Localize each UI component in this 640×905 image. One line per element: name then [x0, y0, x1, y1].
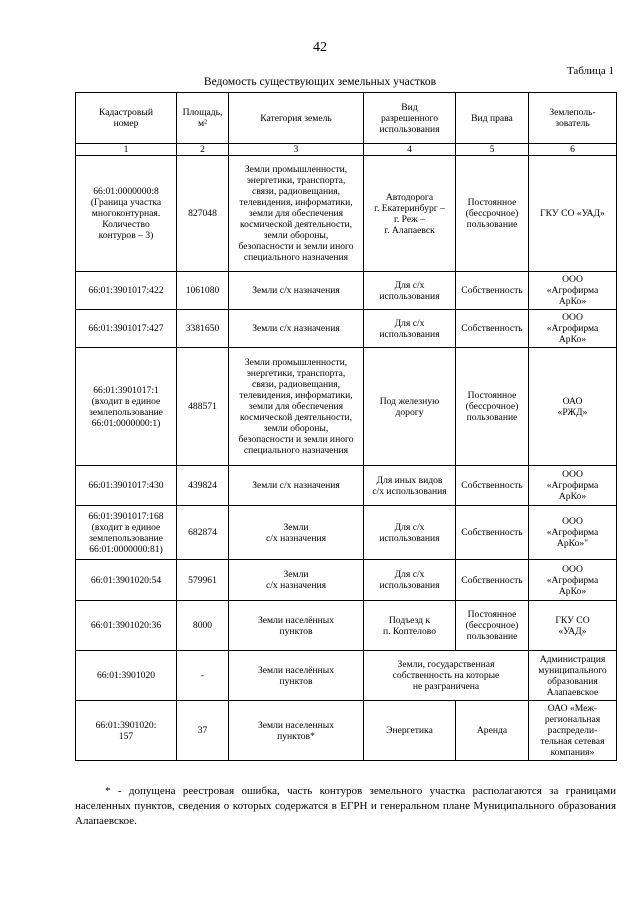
land-category: Земли с/х назначения [229, 466, 364, 506]
table-label: Таблица 1 [566, 65, 614, 77]
area-value: 3381650 [177, 310, 229, 348]
header-cell: Землеполь- зователь [529, 93, 617, 144]
cadastral-number: 66:01:3901020:36 [76, 601, 177, 651]
table-row [76, 156, 617, 272]
land-category: Земли промышленности, энергетики, транспорта, связи, радиовещания, телевидения, информатики, земли для обеспечения космической деятельности, земли обороны, безопасности и земли иного специального назначения [229, 156, 364, 272]
header-cell: Вид разрешенного использования [364, 93, 456, 144]
permitted-use: Для с/х использования [364, 560, 456, 601]
column-number: 1 [76, 144, 177, 156]
table-row [76, 272, 617, 310]
land-category: Земли населённых пунктов [229, 651, 364, 701]
header-cell: Площадь, м² [177, 93, 229, 144]
land-category: Земли населенных пунктов* [229, 701, 364, 761]
cadastral-number: 66:01:3901020 [76, 651, 177, 701]
right-type: Собственность [456, 310, 529, 348]
land-user: ГКУ СО «УАД» [529, 601, 617, 651]
table-row [76, 651, 617, 701]
right-type: Собственность [456, 506, 529, 560]
area-value: 37 [177, 701, 229, 761]
table-row [76, 348, 617, 466]
area-value: 579961 [177, 560, 229, 601]
cadastral-number: 66:01:3901017:1 (входит в единое землепользование 66:01:0000000:1) [76, 348, 177, 466]
table-row [76, 310, 617, 348]
permitted-use: Для с/х использования [364, 310, 456, 348]
right-type: Собственность [456, 560, 529, 601]
column-number: 4 [364, 144, 456, 156]
header-cell: Категория земель [229, 93, 364, 144]
table-row [76, 701, 617, 761]
area-value: 8000 [177, 601, 229, 651]
cadastral-number: 66:01:0000000:8 (Граница участка многоконтурная. Количество контуров – 3) [76, 156, 177, 272]
land-user: ООО «Агрофирма АрКо» [529, 466, 617, 506]
header-cell: Кадастровый номер [76, 93, 177, 144]
right-type: Постоянное (бессрочное) пользование [456, 601, 529, 651]
land-category: Земли с/х назначения [229, 310, 364, 348]
footnote: * - допущена реестровая ошибка, часть контуров земельного участка располагаются за границами населенных пунктов, сведения о которых содержатся в ЕГРН и генеральном плане Муниципального образования Алапаевское. [75, 785, 616, 827]
column-number: 2 [177, 144, 229, 156]
area-value: 827048 [177, 156, 229, 272]
right-type: Собственность [456, 272, 529, 310]
permitted-use: Для с/х использования [364, 272, 456, 310]
right-type: Собственность [456, 466, 529, 506]
permitted-use: Подъезд к п. Коптелово [364, 601, 456, 651]
header-cell: Вид права [456, 93, 529, 144]
permitted-use: Под железную дорогу [364, 348, 456, 466]
land-category: Земли с/х назначения [229, 506, 364, 560]
land-category: Земли с/х назначения [229, 272, 364, 310]
area-value: 439824 [177, 466, 229, 506]
land-category: Земли населённых пунктов [229, 601, 364, 651]
permitted-use-and-right-merged: Земли, государственная собственность на которые не разграничена [364, 651, 529, 701]
land-category: Земли с/х назначения [229, 560, 364, 601]
cadastral-number: 66:01:3901017:430 [76, 466, 177, 506]
column-number: 3 [229, 144, 364, 156]
table-title: Ведомость существующих земельных участков [203, 76, 437, 88]
permitted-use: Для с/х использования [364, 506, 456, 560]
permitted-use: Энергетика [364, 701, 456, 761]
page-number: 42 [313, 40, 327, 55]
table-row [76, 560, 617, 601]
land-user: ООО «Агрофирма АрКо» [529, 272, 617, 310]
area-value: 488571 [177, 348, 229, 466]
permitted-use: Для иных видов с/х использования [364, 466, 456, 506]
table-row [76, 506, 617, 560]
right-type: Постоянное (бессрочное) пользование [456, 156, 529, 272]
right-type: Аренда [456, 701, 529, 761]
land-user: ООО «Агрофирма АрКо»" [529, 506, 617, 560]
right-type: Постоянное (бессрочное) пользование [456, 348, 529, 466]
land-user: ООО «Агрофирма АрКо» [529, 310, 617, 348]
column-number: 6 [529, 144, 617, 156]
cadastral-number: 66:01:3901017:427 [76, 310, 177, 348]
land-user: ОАО «Меж- региональная распредели- тельная сетевая компания» [529, 701, 617, 761]
table-header-row [76, 93, 617, 144]
column-number-row [76, 144, 617, 156]
area-value: 1061080 [177, 272, 229, 310]
land-user: ООО «Агрофирма АрКо» [529, 560, 617, 601]
land-user: ГКУ СО «УАД» [529, 156, 617, 272]
land-plots-table [75, 92, 617, 761]
permitted-use: Автодорога г. Екатеринбург – г. Реж – г. Алапаевск [364, 156, 456, 272]
table-row [76, 466, 617, 506]
cadastral-number: 66:01:3901017:168 (входит в единое землепользование 66:01:0000000:81) [76, 506, 177, 560]
land-category: Земли промышленности, энергетики, транспорта, связи, радиовещания, телевидения, информатики, земли для обеспечения космической деятельности, земли обороны, безопасности и земли иного специального назначения [229, 348, 364, 466]
land-user: ОАО «РЖД» [529, 348, 617, 466]
land-user: Администрация муниципального образования Алапаевское [529, 651, 617, 701]
area-value: 682874 [177, 506, 229, 560]
column-number: 5 [456, 144, 529, 156]
table-row [76, 601, 617, 651]
area-value: - [177, 651, 229, 701]
cadastral-number: 66:01:3901020: 157 [76, 701, 177, 761]
cadastral-number: 66:01:3901020:54 [76, 560, 177, 601]
cadastral-number: 66:01:3901017:422 [76, 272, 177, 310]
